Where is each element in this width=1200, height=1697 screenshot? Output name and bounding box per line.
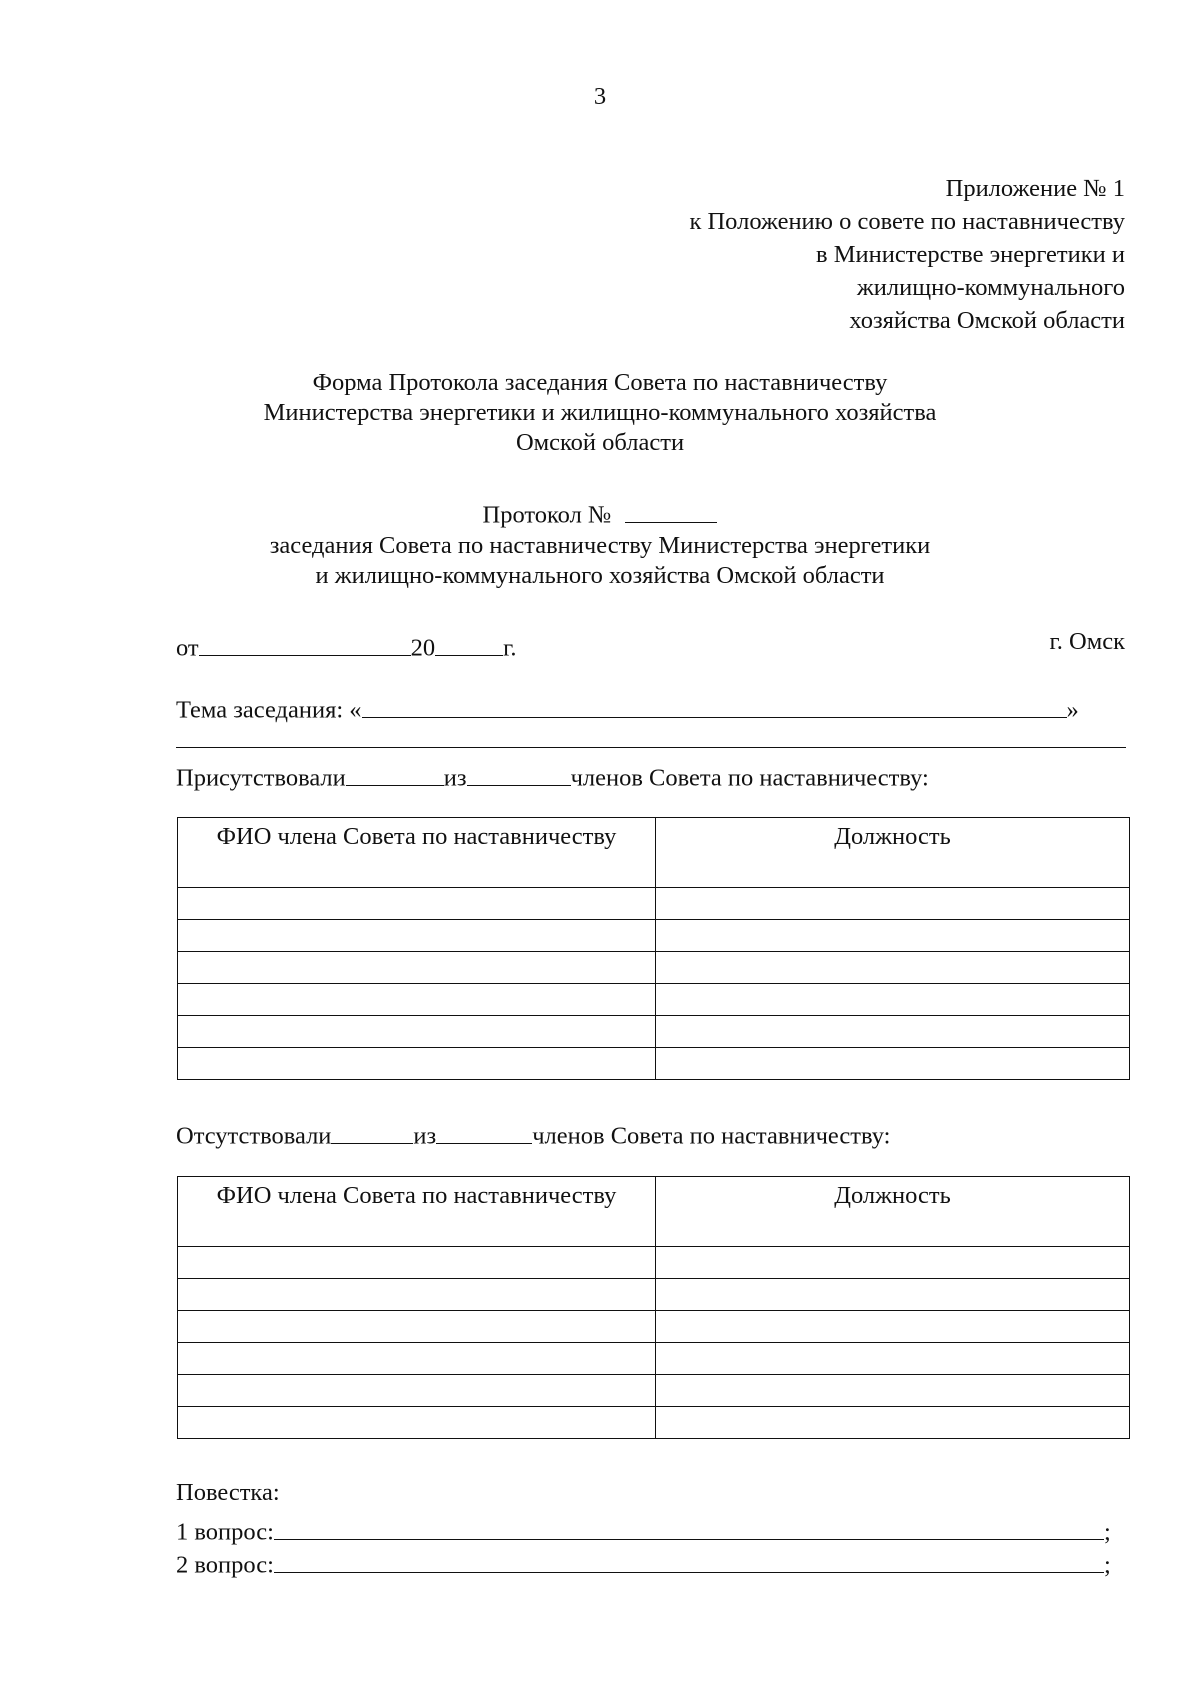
present-label: Присутствовали [176,764,346,792]
absent-of-label: из [413,1122,437,1150]
fio-cell[interactable] [178,1279,656,1311]
date-year-prefix: 20 [410,634,436,662]
present-suffix: членов Совета по наставничеству: [570,764,929,792]
table-row [178,920,1130,952]
fio-cell[interactable] [178,1343,656,1375]
form-title [0,368,1200,458]
absent-members-table [177,1176,1130,1439]
question-end: ; [1103,1551,1111,1579]
protocol-header [0,497,1200,591]
topic-line [176,692,1079,723]
topic-blank[interactable] [362,692,1067,718]
fio-cell[interactable] [178,920,656,952]
appendix-line: Приложение № 1 [945,175,1125,202]
topic-label: Тема заседания: « [176,696,362,724]
fio-cell[interactable] [178,952,656,984]
position-cell[interactable] [656,1343,1130,1375]
fio-cell[interactable] [178,1016,656,1048]
absent-line [176,1118,890,1149]
table-row [178,1048,1130,1080]
present-total-blank[interactable] [467,760,571,786]
appendix-line: к Положению о совете по наставничеству [689,208,1125,235]
table-row [178,1375,1130,1407]
agenda-question-1 [176,1514,1111,1545]
appendix-line: в Министерстве энергетики и [816,241,1125,268]
table-row [178,1016,1130,1048]
fio-cell[interactable] [178,1375,656,1407]
protocol-line: заседания Совета по наставничеству Министерства энергетики [269,531,931,559]
table-row [178,888,1130,920]
date-year-suffix: г. [503,634,517,662]
position-cell[interactable] [656,920,1130,952]
question-label: 2 вопрос: [176,1551,274,1579]
fio-cell[interactable] [178,1311,656,1343]
table-row [178,1311,1130,1343]
absent-count-blank[interactable] [331,1118,413,1144]
position-cell[interactable] [656,1311,1130,1343]
position-cell[interactable] [656,952,1130,984]
appendix-reference [689,172,1125,337]
topic-close-quote: » [1066,696,1079,724]
table-row [178,984,1130,1016]
date-from-label: от [176,634,199,662]
table-row [178,1407,1130,1439]
position-cell[interactable] [656,1016,1130,1048]
table-header-row [178,1177,1130,1247]
table-row [178,1279,1130,1311]
table-header-row [178,818,1130,888]
present-of-label: из [443,764,467,792]
fio-header: ФИО члена Совета по наставничеству [178,818,656,888]
protocol-number-line [0,497,1200,531]
agenda-question-2 [176,1547,1111,1578]
table-row [178,1247,1130,1279]
present-line [176,760,929,791]
position-cell[interactable] [656,984,1130,1016]
position-cell[interactable] [656,1407,1130,1439]
position-cell[interactable] [656,1375,1130,1407]
question-end: ; [1103,1518,1111,1546]
position-header: Должность [656,1177,1130,1247]
table-row [178,1343,1130,1375]
question-label: 1 вопрос: [176,1518,274,1546]
date-day-blank[interactable] [199,630,411,656]
appendix-line: хозяйства Омской области [849,307,1125,334]
form-title-line: Форма Протокола заседания Совета по наставничеству [312,369,888,396]
position-cell[interactable] [656,1048,1130,1080]
table-row [178,952,1130,984]
fio-cell[interactable] [178,1407,656,1439]
fio-cell[interactable] [178,1048,656,1080]
position-cell[interactable] [656,1279,1130,1311]
appendix-line: жилищно-коммунального [856,274,1125,301]
form-title-line: Министерства энергетики и жилищно-коммунального хозяйства [263,399,937,426]
position-header: Должность [656,818,1130,888]
protocol-number-blank[interactable] [625,497,717,523]
date-line [176,630,517,661]
city-label: г. Омск [1049,628,1125,655]
question-2-blank[interactable] [274,1547,1104,1573]
fio-header: ФИО члена Совета по наставничеству [178,1177,656,1247]
topic-continuation-line[interactable] [176,747,1126,748]
date-year-blank[interactable] [435,630,503,656]
position-cell[interactable] [656,1247,1130,1279]
protocol-line: и жилищно-коммунального хозяйства Омской области [315,561,885,589]
absent-label: Отсутствовали [176,1122,332,1150]
fio-cell[interactable] [178,1247,656,1279]
fio-cell[interactable] [178,888,656,920]
agenda-title: Повестка: [176,1479,280,1506]
absent-total-blank[interactable] [436,1118,532,1144]
fio-cell[interactable] [178,984,656,1016]
page-number: 3 [593,83,607,110]
present-count-blank[interactable] [346,760,444,786]
present-members-table [177,817,1130,1080]
protocol-number-label: Протокол № [482,501,612,529]
absent-suffix: членов Совета по наставничеству: [532,1122,891,1150]
form-title-line: Омской области [515,429,685,456]
question-1-blank[interactable] [274,1514,1104,1540]
position-cell[interactable] [656,888,1130,920]
